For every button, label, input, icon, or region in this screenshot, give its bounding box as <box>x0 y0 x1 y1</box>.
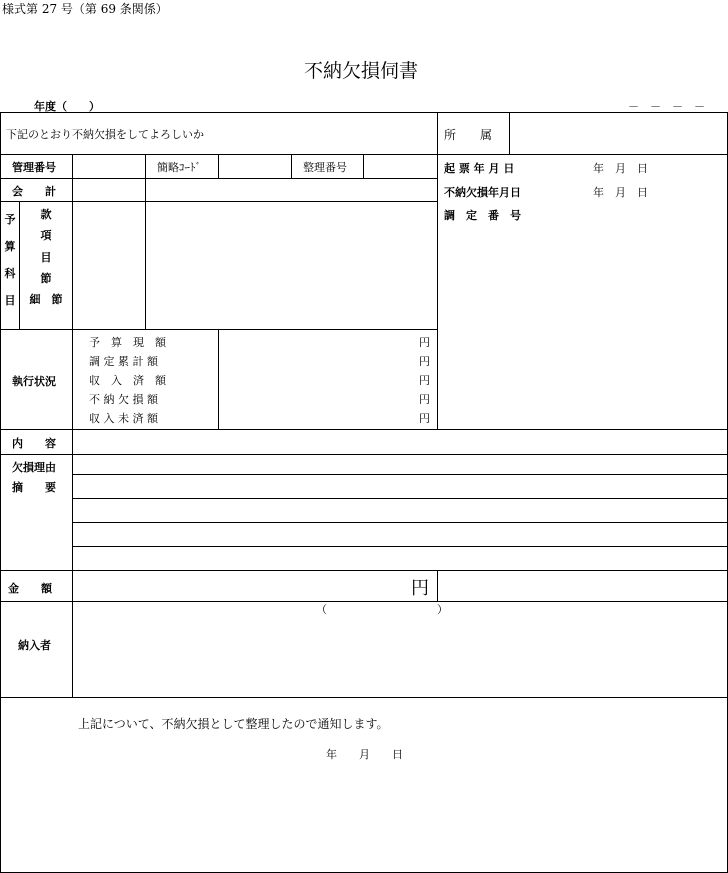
budget-item-setsu: 節 <box>40 272 52 285</box>
budget-name-field[interactable] <box>146 202 436 328</box>
arrangement-number-label: 整理番号 <box>303 161 347 174</box>
yen-unit: 円 <box>419 412 430 425</box>
form-number: 様式第 27 号（第 69 条関係） <box>2 2 168 16</box>
reason-label: 欠損理由 <box>12 461 56 474</box>
accounting-label: 会 計 <box>12 185 56 198</box>
affiliation-label: 所 属 <box>444 128 493 142</box>
form-title: 不納欠損伺書 <box>304 60 419 82</box>
yen-unit: 円 <box>419 374 430 387</box>
yen-unit: 円 <box>419 355 430 368</box>
notice-date-field[interactable]: 年 月 日 <box>326 748 403 761</box>
fiscal-year-field[interactable]: 年度（ ） <box>34 100 100 113</box>
amount-label: 金 額 <box>8 582 52 595</box>
draft-date-field[interactable]: 年 月 日 <box>593 162 648 175</box>
summary-field[interactable] <box>73 475 727 569</box>
assessment-number-label: 調 定 番 号 <box>444 209 521 222</box>
budget-side-char: 算 <box>4 240 16 253</box>
request-statement: 下記のとおり不納欠損をしてよろしいか <box>6 128 204 141</box>
loss-date-field[interactable]: 年 月 日 <box>593 186 648 199</box>
payer-paren: （ ） <box>316 603 448 616</box>
yen-unit: 円 <box>419 336 430 349</box>
budget-side-char: 予 <box>4 213 16 226</box>
execution-label: 執行状況 <box>12 375 56 388</box>
content-field[interactable] <box>73 430 727 453</box>
reason-field[interactable] <box>73 455 727 473</box>
budget-item-kan: 款 <box>40 208 52 221</box>
budget-item-kou: 項 <box>40 229 52 242</box>
affiliation-field[interactable] <box>510 113 726 153</box>
header-dashes: － － － － <box>628 100 705 113</box>
amount-yen-unit: 円 <box>411 578 429 599</box>
summary-label: 摘 要 <box>12 481 56 494</box>
budget-item-moku: 目 <box>40 251 52 264</box>
execution-amount-fields[interactable] <box>219 330 414 428</box>
execution-row-label: 不 納 欠 損 額 <box>89 393 158 406</box>
budget-side-char: 目 <box>4 294 16 307</box>
accounting-field[interactable] <box>73 179 144 200</box>
arrangement-number-field[interactable] <box>364 155 436 177</box>
short-code-field[interactable] <box>219 155 290 177</box>
management-number-field[interactable] <box>73 155 144 177</box>
budget-side-char: 科 <box>4 267 16 280</box>
loss-date-label: 不納欠損年月日 <box>444 186 521 199</box>
execution-row-label: 収 入 未 済 額 <box>89 412 158 425</box>
short-code-label: 簡略ｺｰﾄﾞ <box>157 161 201 174</box>
payer-label: 納入者 <box>18 639 51 652</box>
payer-field[interactable] <box>73 616 727 696</box>
execution-row-label: 予 算 現 額 <box>89 336 166 349</box>
budget-item-saisetsu: 細 節 <box>29 293 63 306</box>
execution-row-label: 収 入 済 額 <box>89 374 166 387</box>
budget-code-field[interactable] <box>73 202 144 328</box>
execution-row-label: 調 定 累 計 額 <box>89 355 158 368</box>
notice-text: 上記について、不納欠損として整理したので通知します。 <box>78 717 389 731</box>
yen-unit: 円 <box>419 393 430 406</box>
draft-date-label: 起 票 年 月 日 <box>444 162 515 175</box>
management-number-label: 管理番号 <box>12 161 56 174</box>
amount-field[interactable] <box>73 571 413 600</box>
content-label: 内 容 <box>12 437 56 450</box>
